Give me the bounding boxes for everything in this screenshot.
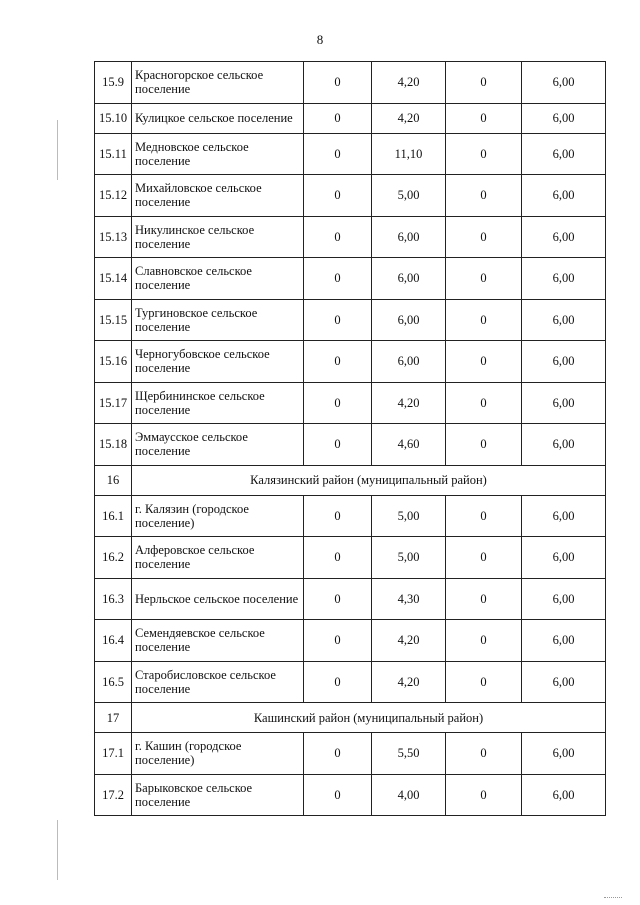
row-number: 15.9 — [95, 62, 132, 104]
row-number: 16 — [95, 465, 132, 495]
value-col-4: 6,00 — [522, 495, 606, 537]
value-col-2: 6,00 — [372, 258, 446, 300]
value-col-4: 6,00 — [522, 661, 606, 703]
value-col-2: 4,30 — [372, 578, 446, 620]
settlement-name: Старобисловское сельское поселение — [132, 661, 304, 703]
table-row — [95, 578, 606, 620]
value-col-3: 0 — [446, 258, 522, 300]
table-row — [95, 103, 606, 133]
tariff-table — [94, 61, 606, 816]
table-row — [95, 258, 606, 300]
row-number: 16.5 — [95, 661, 132, 703]
settlement-name: Михайловское сельское поселение — [132, 175, 304, 217]
settlement-name: Тургиновское сельское поселение — [132, 299, 304, 341]
value-col-4: 6,00 — [522, 424, 606, 466]
value-col-4: 6,00 — [522, 299, 606, 341]
row-number: 15.11 — [95, 133, 132, 175]
value-col-2: 6,00 — [372, 216, 446, 258]
value-col-4: 6,00 — [522, 133, 606, 175]
settlement-name: Кулицкое сельское поселение — [132, 103, 304, 133]
row-number: 17.1 — [95, 733, 132, 775]
settlement-name: Никулинское сельское поселение — [132, 216, 304, 258]
value-col-2: 5,00 — [372, 175, 446, 217]
settlement-name: Славновское сельское поселение — [132, 258, 304, 300]
settlement-name: Семендяевское сельское поселение — [132, 620, 304, 662]
value-col-2: 4,20 — [372, 382, 446, 424]
value-col-3: 0 — [446, 537, 522, 579]
settlement-name: Барыковское сельское поселение — [132, 774, 304, 816]
section-title: Кашинский район (муниципальный район) — [132, 703, 606, 733]
value-col-1: 0 — [304, 133, 372, 175]
row-number: 17.2 — [95, 774, 132, 816]
table-row — [95, 299, 606, 341]
row-number: 15.13 — [95, 216, 132, 258]
value-col-4: 6,00 — [522, 216, 606, 258]
value-col-3: 0 — [446, 495, 522, 537]
value-col-1: 0 — [304, 175, 372, 217]
value-col-1: 0 — [304, 216, 372, 258]
value-col-1: 0 — [304, 299, 372, 341]
value-col-2: 4,60 — [372, 424, 446, 466]
value-col-2: 4,20 — [372, 103, 446, 133]
value-col-4: 6,00 — [522, 620, 606, 662]
scan-margin-mark — [57, 120, 58, 180]
scan-corner-mark — [604, 897, 622, 899]
value-col-4: 6,00 — [522, 578, 606, 620]
table-row — [95, 495, 606, 537]
value-col-4: 6,00 — [522, 103, 606, 133]
value-col-4: 6,00 — [522, 537, 606, 579]
row-number: 16.4 — [95, 620, 132, 662]
value-col-4: 6,00 — [522, 774, 606, 816]
row-number: 15.16 — [95, 341, 132, 383]
value-col-1: 0 — [304, 774, 372, 816]
settlement-name: Нерльское сельское поселение — [132, 578, 304, 620]
value-col-3: 0 — [446, 578, 522, 620]
value-col-2: 4,20 — [372, 661, 446, 703]
settlement-name: г. Кашин (городское поселение) — [132, 733, 304, 775]
page-number: 8 — [316, 32, 324, 47]
value-col-1: 0 — [304, 578, 372, 620]
value-col-4: 6,00 — [522, 382, 606, 424]
row-number: 15.15 — [95, 299, 132, 341]
value-col-3: 0 — [446, 175, 522, 217]
value-col-1: 0 — [304, 733, 372, 775]
value-col-3: 0 — [446, 216, 522, 258]
value-col-3: 0 — [446, 424, 522, 466]
table-row — [95, 62, 606, 104]
value-col-4: 6,00 — [522, 258, 606, 300]
settlement-name: Щербининское сельское поселение — [132, 382, 304, 424]
table-row — [95, 537, 606, 579]
row-number: 16.3 — [95, 578, 132, 620]
section-title: Калязинский район (муниципальный район) — [132, 465, 606, 495]
table-row — [95, 620, 606, 662]
value-col-2: 6,00 — [372, 299, 446, 341]
value-col-2: 5,50 — [372, 733, 446, 775]
row-number: 15.17 — [95, 382, 132, 424]
table-row — [95, 341, 606, 383]
value-col-2: 5,00 — [372, 537, 446, 579]
settlement-name: г. Калязин (городское поселение) — [132, 495, 304, 537]
value-col-4: 6,00 — [522, 62, 606, 104]
value-col-1: 0 — [304, 382, 372, 424]
table-row — [95, 774, 606, 816]
table-row — [95, 175, 606, 217]
table-row — [95, 382, 606, 424]
settlement-name: Черногубовское сельское поселение — [132, 341, 304, 383]
section-row — [95, 465, 606, 495]
value-col-3: 0 — [446, 299, 522, 341]
table-body — [95, 62, 606, 816]
value-col-1: 0 — [304, 537, 372, 579]
value-col-1: 0 — [304, 424, 372, 466]
value-col-4: 6,00 — [522, 733, 606, 775]
value-col-2: 4,20 — [372, 620, 446, 662]
section-row — [95, 703, 606, 733]
value-col-2: 11,10 — [372, 133, 446, 175]
value-col-3: 0 — [446, 620, 522, 662]
value-col-2: 5,00 — [372, 495, 446, 537]
value-col-3: 0 — [446, 133, 522, 175]
value-col-3: 0 — [446, 661, 522, 703]
value-col-3: 0 — [446, 103, 522, 133]
value-col-3: 0 — [446, 733, 522, 775]
settlement-name: Медновское сельское поселение — [132, 133, 304, 175]
scan-margin-mark — [57, 820, 58, 880]
row-number: 16.1 — [95, 495, 132, 537]
value-col-3: 0 — [446, 341, 522, 383]
row-number: 15.12 — [95, 175, 132, 217]
value-col-1: 0 — [304, 495, 372, 537]
table-row — [95, 216, 606, 258]
table-row — [95, 661, 606, 703]
settlement-name: Красногорское сельское поселение — [132, 62, 304, 104]
row-number: 16.2 — [95, 537, 132, 579]
value-col-1: 0 — [304, 103, 372, 133]
table-row — [95, 424, 606, 466]
settlement-name: Эммаусское сельское поселение — [132, 424, 304, 466]
value-col-1: 0 — [304, 620, 372, 662]
row-number: 15.14 — [95, 258, 132, 300]
value-col-2: 4,00 — [372, 774, 446, 816]
value-col-2: 4,20 — [372, 62, 446, 104]
value-col-3: 0 — [446, 382, 522, 424]
value-col-3: 0 — [446, 774, 522, 816]
table-row — [95, 133, 606, 175]
value-col-1: 0 — [304, 258, 372, 300]
row-number: 17 — [95, 703, 132, 733]
value-col-1: 0 — [304, 341, 372, 383]
value-col-4: 6,00 — [522, 175, 606, 217]
row-number: 15.18 — [95, 424, 132, 466]
value-col-4: 6,00 — [522, 341, 606, 383]
settlement-name: Алферовское сельское поселение — [132, 537, 304, 579]
row-number: 15.10 — [95, 103, 132, 133]
value-col-1: 0 — [304, 661, 372, 703]
value-col-2: 6,00 — [372, 341, 446, 383]
value-col-3: 0 — [446, 62, 522, 104]
table-row — [95, 733, 606, 775]
value-col-1: 0 — [304, 62, 372, 104]
